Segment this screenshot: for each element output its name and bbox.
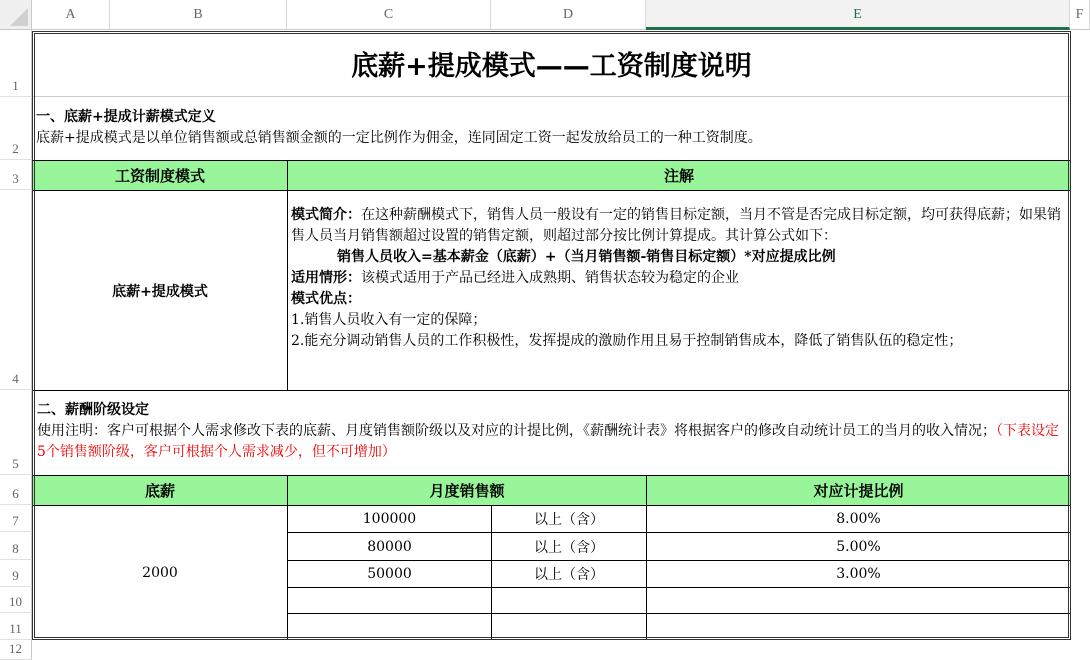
advantage-1: 1.销售人员收入有一定的保障； — [291, 312, 487, 328]
row-header-4[interactable]: 4 — [0, 190, 32, 390]
table2-header-sales[interactable]: 月度销售额 — [287, 475, 647, 506]
row-header-9[interactable]: 9 — [0, 560, 32, 587]
notes-cell[interactable] — [287, 190, 1071, 391]
tier-rate-cell[interactable] — [646, 587, 1071, 614]
scope-text: 该模式适用于产品已经进入成熟期、销售状态较为稳定的企业 — [361, 270, 739, 286]
intro-line — [291, 205, 1067, 247]
tier-condition-cell[interactable]: 以上（含） — [491, 505, 647, 533]
formula: 销售人员收入=基本薪金（底薪）+（当月销售额-销售目标定额）*对应提成比例 — [337, 249, 836, 265]
intro-label: 模式简介： — [291, 207, 361, 223]
section1-text: 底薪+提成模式是以单位销售额或总销售额金额的一定比例作为佣金，连同固定工资一起发放给员工的一种工资制度。 — [36, 130, 762, 146]
tier-amount-cell[interactable] — [287, 587, 492, 614]
tier-condition-cell[interactable]: 以上（含） — [491, 560, 647, 588]
base-salary-cell[interactable]: 2000 — [32, 505, 288, 640]
row-header-10[interactable]: 10 — [0, 587, 32, 613]
scope-line — [291, 268, 1067, 289]
tier-amount-cell[interactable]: 100000 — [287, 505, 492, 533]
row-header-12[interactable]: 12 — [0, 640, 32, 660]
row-header-6[interactable]: 6 — [0, 475, 32, 505]
tier-condition-cell[interactable] — [491, 613, 647, 640]
table1-header-mode[interactable]: 工资制度模式 — [32, 160, 288, 191]
section1-cell[interactable] — [32, 97, 1071, 160]
select-all-corner[interactable] — [0, 0, 32, 30]
tier-rate-cell[interactable] — [646, 613, 1071, 640]
column-header-c[interactable]: C — [287, 0, 491, 30]
section2-cell[interactable] — [32, 390, 1071, 475]
column-header-f[interactable]: F — [1070, 0, 1090, 30]
page-title[interactable]: 底薪+提成模式——工资制度说明 — [32, 31, 1071, 97]
row-header-1[interactable]: 1 — [0, 30, 32, 97]
tier-condition-cell[interactable] — [491, 587, 647, 614]
column-header-e[interactable]: E — [646, 0, 1070, 30]
advantages-label: 模式优点： — [291, 291, 361, 307]
column-header-a[interactable]: A — [32, 0, 110, 30]
section2-note: 使用注明：客户可根据个人需求修改下表的底薪、月度销售额阶级以及对应的计提比例，《薪酬统计表》将根据客户的修改自动统计员工的当月的收入情况； — [37, 423, 996, 439]
row-header-7[interactable]: 7 — [0, 505, 32, 532]
table1-header-notes[interactable]: 注解 — [287, 160, 1071, 191]
column-header-b[interactable]: B — [110, 0, 287, 30]
tier-rate-cell[interactable]: 8.00% — [646, 505, 1071, 533]
table2-header-rate[interactable]: 对应计提比例 — [646, 475, 1071, 506]
section2-warning: （下表设定5个销售额阶级，客户可根据个人需求减少，但不可增加） — [37, 423, 1059, 460]
tier-rate-cell[interactable]: 5.00% — [646, 532, 1071, 561]
tier-condition-cell[interactable]: 以上（含） — [491, 532, 647, 561]
tier-amount-cell[interactable] — [287, 613, 492, 640]
scope-label: 适用情形： — [291, 270, 361, 286]
section2-heading: 二、薪酬阶级设定 — [37, 402, 149, 418]
tier-amount-cell[interactable]: 50000 — [287, 560, 492, 588]
row-header-3[interactable]: 3 — [0, 160, 32, 190]
row-header-5[interactable]: 5 — [0, 390, 32, 475]
row-header-8[interactable]: 8 — [0, 532, 32, 560]
section1-heading: 一、底薪+提成计薪模式定义 — [36, 109, 216, 125]
mode-cell[interactable]: 底薪+提成模式 — [32, 190, 288, 391]
tier-rate-cell[interactable]: 3.00% — [646, 560, 1071, 588]
table2-header-base[interactable]: 底薪 — [32, 475, 288, 506]
row-header-11[interactable]: 11 — [0, 613, 32, 640]
row-header-2[interactable]: 2 — [0, 97, 32, 160]
intro-text: 在这种薪酬模式下，销售人员一般设有一定的销售目标定额，当月不管是否完成目标定额，均可获得底薪；如果销售人员当月销售额超过设置的销售定额，则超过部分按比例计算提成。其计算公式如下： — [291, 207, 1061, 244]
tier-amount-cell[interactable]: 80000 — [287, 532, 492, 561]
advantage-2: 2.能充分调动销售人员的工作积极性，发挥提成的激励作用且易于控制销售成本，降低了销售队伍的稳定性； — [291, 333, 963, 349]
column-header-d[interactable]: D — [491, 0, 646, 30]
